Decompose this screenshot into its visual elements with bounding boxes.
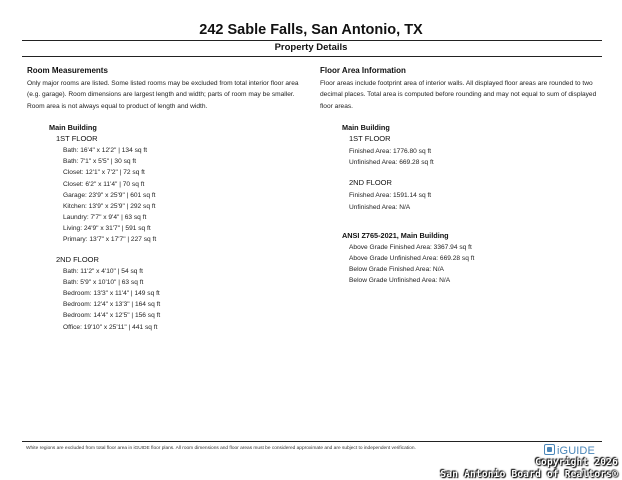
floor-area-note (320, 78, 605, 112)
list-item: Bedroom: 13'3" x 11'4" | 149 sq ft (63, 290, 160, 298)
list-item: Closet: 6'2" x 11'4" | 70 sq ft (63, 180, 145, 188)
list-item: Unfinished Area: N/A (349, 203, 411, 211)
room-building-block (49, 123, 307, 332)
page-subtitle: Property Details (274, 42, 348, 53)
building-label: Main Building (49, 123, 97, 133)
area-floor-2-block (349, 178, 605, 212)
list-item: Closet: 12'1" x 7'2" | 72 sq ft (63, 169, 145, 177)
iguide-logo-icon (544, 444, 555, 455)
floor-label: 2ND FLOOR (56, 255, 99, 265)
ansi-block (342, 231, 605, 286)
ansi-heading: ANSI Z765-2021, Main Building (342, 230, 449, 240)
ansi-list (349, 242, 605, 286)
floor-1-block (56, 134, 307, 245)
list-item: Above Grade Unfinished Area: 669.28 sq ft (349, 254, 475, 262)
copyright-watermark-owner: San Antonio Board of Realtors® (440, 469, 618, 480)
list-item: Office: 19'10" x 25'11" | 441 sq ft (63, 323, 158, 331)
footer-disclaimer: White regions are excluded from total floor area in iGUIDE floor plans. All room dimensions and floor areas must be considered approximate and are subject to independent verification. (26, 446, 416, 451)
area-list (349, 146, 605, 168)
room-list (63, 145, 307, 245)
list-item: Bath: 11'2" x 4'10" | 54 sq ft (63, 268, 143, 276)
iguide-logo (544, 443, 595, 457)
area-list (349, 190, 605, 212)
note-line: decimal places. Total area is computed before rounding and may not equal to sum of displayed (320, 91, 597, 99)
subtitle-divider (22, 56, 602, 57)
list-item: Bedroom: 14'4" x 12'5" | 156 sq ft (63, 312, 161, 320)
list-item: Bath: 5'9" x 10'10" | 63 sq ft (63, 279, 144, 287)
floor-2-block (56, 255, 307, 333)
list-item: Below Grade Unfinished Area: N/A (349, 276, 451, 284)
list-item: Bath: 16'4" x 12'2" | 134 sq ft (63, 147, 148, 155)
note-line: Floor areas include footprint area of interior walls. All displayed floor areas are rounded to two (320, 80, 593, 87)
note-line: Room area is not always equal to product of length and width. (27, 102, 208, 110)
building-label: Main Building (342, 123, 390, 133)
floor-label: 2ND FLOOR (349, 178, 392, 188)
floor-area-section (320, 66, 605, 286)
floor-area-heading: Floor Area Information (320, 66, 406, 75)
iguide-logo-text: iGUIDE (557, 445, 595, 457)
note-line: floor areas. (320, 102, 353, 110)
room-measurements-section (27, 66, 307, 333)
list-item: Finished Area: 1776.80 sq ft (349, 148, 432, 156)
room-list (63, 266, 307, 333)
footer-divider (22, 441, 602, 442)
list-item: Above Grade Finished Area: 3367.94 sq ft (349, 243, 472, 251)
note-line: (e.g. garage). Room dimensions are largest length and width; parts of room may be smaller. (27, 91, 295, 99)
list-item: Laundry: 7'7" x 9'4" | 63 sq ft (63, 213, 147, 221)
area-floor-1-block (349, 134, 605, 168)
area-building-block (342, 123, 605, 286)
title-divider (22, 40, 602, 41)
floor-label: 1ST FLOOR (349, 134, 391, 144)
list-item: Bedroom: 12'4" x 13'3" | 164 sq ft (63, 301, 161, 309)
note-line: Only major rooms are listed. Some listed rooms may be excluded from total interior floor area (27, 80, 299, 87)
list-item: Kitchen: 13'9" x 25'9" | 292 sq ft (63, 202, 156, 210)
list-item: Primary: 13'7" x 17'7" | 227 sq ft (63, 235, 157, 243)
list-item: Finished Area: 1591.14 sq ft (349, 192, 432, 200)
list-item: Unfinished Area: 669.28 sq ft (349, 159, 434, 167)
room-measurements-note (27, 78, 307, 112)
list-item: Living: 24'9" x 31'7" | 591 sq ft (63, 224, 151, 232)
page-title: 242 Sable Falls, San Antonio, TX (199, 22, 423, 38)
copyright-watermark: Copyright 2026 (535, 457, 618, 468)
room-measurements-heading: Room Measurements (27, 66, 108, 75)
list-item: Below Grade Finished Area: N/A (349, 265, 444, 273)
list-item: Garage: 23'9" x 25'9" | 601 sq ft (63, 191, 156, 199)
floor-label: 1ST FLOOR (56, 134, 98, 144)
list-item: Bath: 7'1" x 5'5" | 30 sq ft (63, 158, 137, 166)
